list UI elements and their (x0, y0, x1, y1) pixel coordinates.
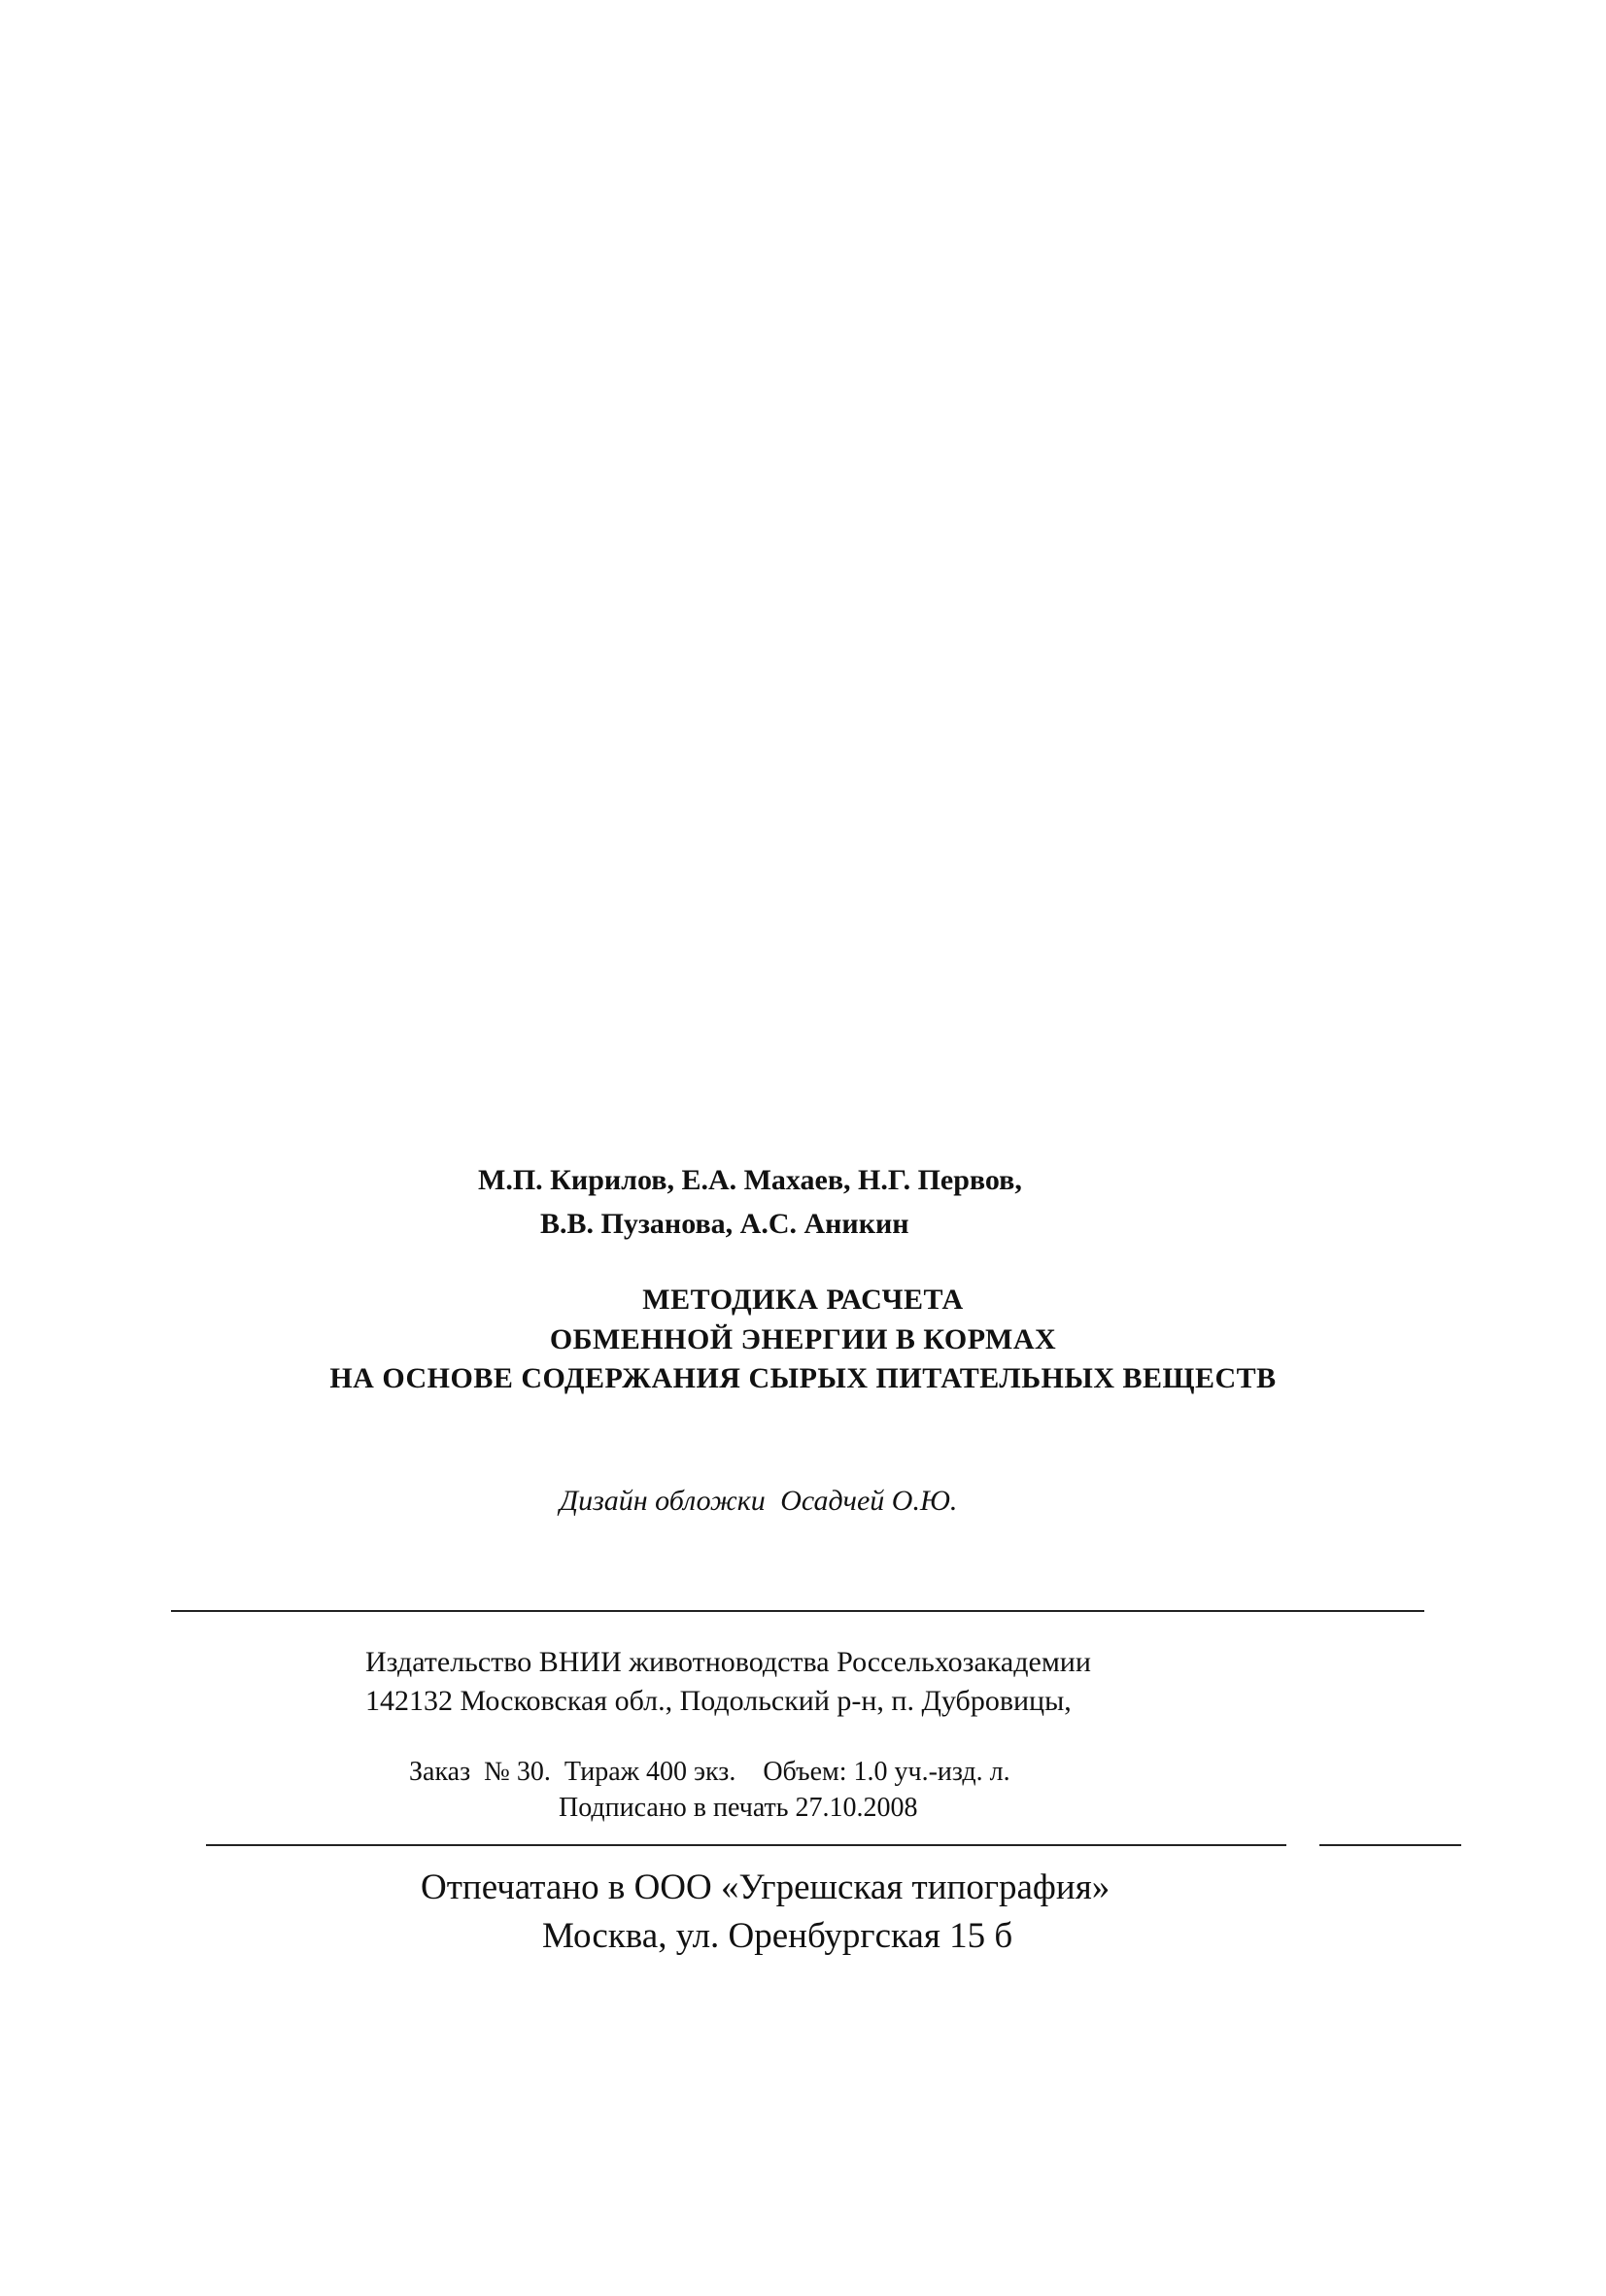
cover-design-credit (560, 1487, 957, 1516)
divider-rule-2-short (1319, 1844, 1461, 1846)
signed-to-print: Подписано в печать 27.10.2008 (559, 1793, 918, 1823)
title-line-1: МЕТОДИКА РАСЧЕТА (642, 1284, 964, 1316)
printer-address: Москва, ул. Оренбургская 15 б (542, 1916, 1013, 1956)
authors-line-1: М.П. Кирилов, Е.А. Махаев, Н.Г. Первов, (478, 1164, 1022, 1196)
publisher-line-1: Издательство ВНИИ животноводства Россельхозакадемии (365, 1646, 1091, 1678)
order-info: Заказ № 30. Тираж 400 экз. Объем: 1.0 уч.-изд. л. (409, 1757, 1010, 1787)
divider-rule-2 (206, 1844, 1286, 1846)
cover-design-name: Осадчей О.Ю. (780, 1485, 958, 1517)
title-line-2: ОБМЕННОЙ ЭНЕРГИИ В КОРМАХ (549, 1323, 1057, 1355)
authors-line-2: В.В. Пузанова, А.С. Аникин (540, 1208, 909, 1240)
divider-rule-1 (171, 1610, 1424, 1612)
cover-design-label: Дизайн обложки (560, 1485, 766, 1517)
printer-name: Отпечатано в ООО «Угрешская типография» (421, 1868, 1111, 1907)
title-line-3: НА ОСНОВЕ СОДЕРЖАНИЯ СЫРЫХ ПИТАТЕЛЬНЫХ ВЕЩЕСТВ (329, 1362, 1277, 1394)
publisher-address: 142132 Московская обл., Подольский р-н, п. Дубровицы, (365, 1685, 1072, 1717)
